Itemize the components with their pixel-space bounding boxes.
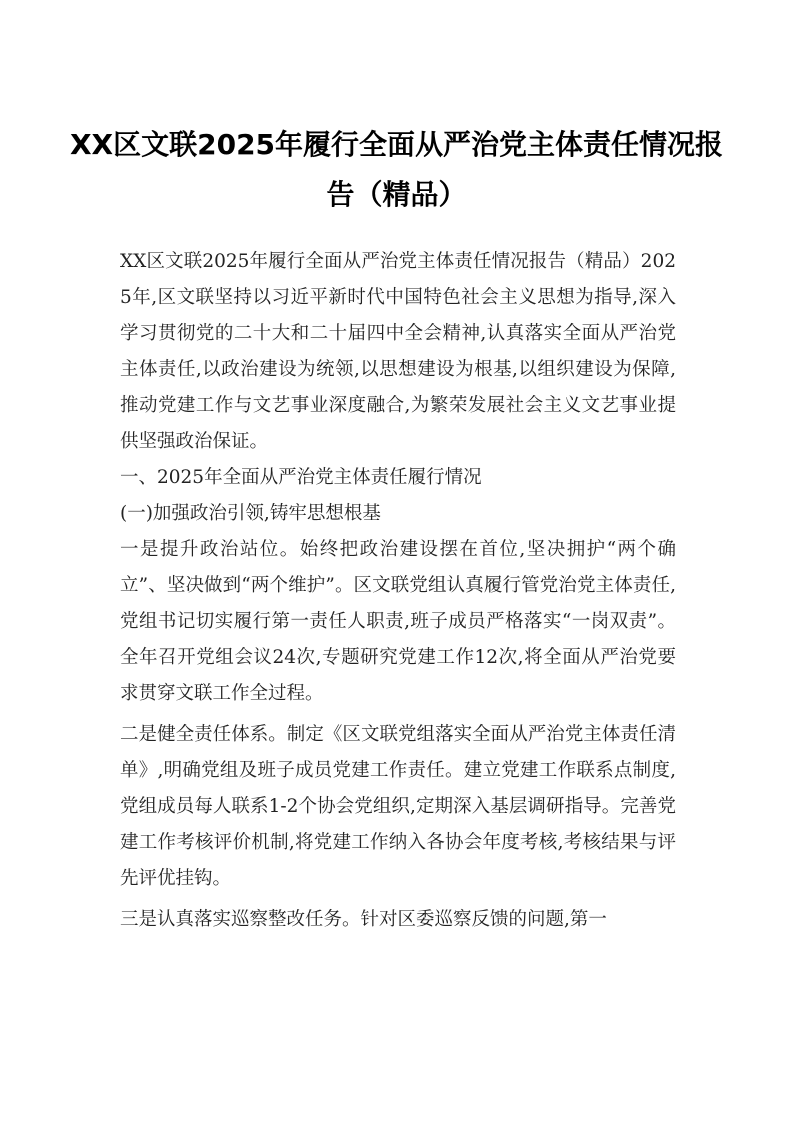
subsection-heading: (一)加强政治引领,铸牢思想根基 <box>120 503 381 524</box>
intro-paragraph: XX区文联2025年履行全面从严治党主体责任情况报告（精品）2025年,区文联坚持以习近平新时代中国特色社会主义思想为指导,深入学习贯彻党的二十大和二十届四中全会精神,认真落实全面从严治党主体责任,以政治建设为统领,以思想建设为根基,以组织建设为保障,推动党建工作与文艺事业深度融合,为繁荣发展社会主义文艺事业提供坚强政治保证。 <box>120 251 676 452</box>
paragraph-responsibility-system: 二是健全责任体系。制定《区文联党组落实全面从严治党主体责任清单》,明确党组及班子成员党建工作责任。建立党建工作联系点制度,党组成员每人联系1-2个协会党组织,定期深入基层调研指导。完善党建工作考核评价机制,将党建工作纳入各协会年度考核,考核结果与评先评优挂钩。 <box>120 724 676 889</box>
section-heading: 一、2025年全面从严治党主体责任履行情况 <box>120 467 482 488</box>
paragraph-political-position: 一是提升政治站位。始终把政治建设摆在首位,坚决拥护“两个确立”、坚决做到“两个维护”。区文联党组认真履行管党治党主体责任,党组书记切实履行第一责任人职责,班子成员严格落实“一岗双责”。全年召开党组会议24次,专题研究党建工作12次,将全面从严治党要求贯穿文联工作全过程。 <box>120 539 676 704</box>
paragraph-inspection-rectification: 三是认真落实巡察整改任务。针对区委巡察反馈的问题,第一 <box>120 909 607 930</box>
document-body <box>120 244 676 938</box>
document-title: XX区文联2025年履行全面从严治党主体责任情况报告（精品） <box>69 128 724 211</box>
